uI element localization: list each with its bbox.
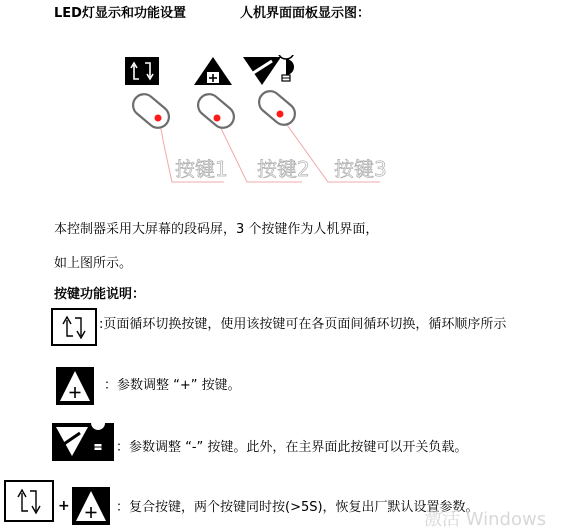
- activate-windows-watermark: 激活 Windows: [424, 509, 547, 530]
- combo-cycle-key-icon: [4, 480, 54, 522]
- cycle-key-icon: [51, 308, 97, 346]
- oval-button-1: [129, 90, 174, 133]
- led-display-heading: LED灯显示和功能设置: [54, 6, 186, 21]
- button-label-2: 按键2: [257, 157, 310, 181]
- combo-plus-key-icon: [72, 487, 110, 525]
- function-title: 按键功能说明：: [54, 287, 146, 302]
- button-label-1: 按键1: [175, 157, 228, 181]
- intro-line-2: 如上图所示。: [54, 256, 133, 271]
- oval-button-3: [255, 87, 300, 130]
- combo-plus-sign: +: [58, 498, 70, 514]
- minus-key-icon: [52, 423, 114, 461]
- button-label-3: 按键3: [334, 157, 387, 181]
- intro-line-1: 本控制器采用大屏幕的段码屏，3 个按键作为人机界面，: [54, 222, 379, 237]
- function-combo-text: ：复合按键，两个按键同时按(>5S)，恢复出厂默认设置参数。: [116, 500, 479, 515]
- panel-diagram-heading: 人机界面面板显示图：: [240, 6, 371, 21]
- function-cycle-text: :页面循环切换按键，使用该按键可在各页面间循环切换，循环顺序所示: [99, 317, 507, 332]
- oval-button-2: [194, 90, 239, 133]
- function-minus-text: ：参数调整 “-” 按键。此外，在主界面此按键可以开关负载。: [116, 440, 468, 455]
- function-plus-text: ：参数调整 “+” 按键。: [104, 378, 241, 393]
- plus-key-icon: [56, 367, 94, 405]
